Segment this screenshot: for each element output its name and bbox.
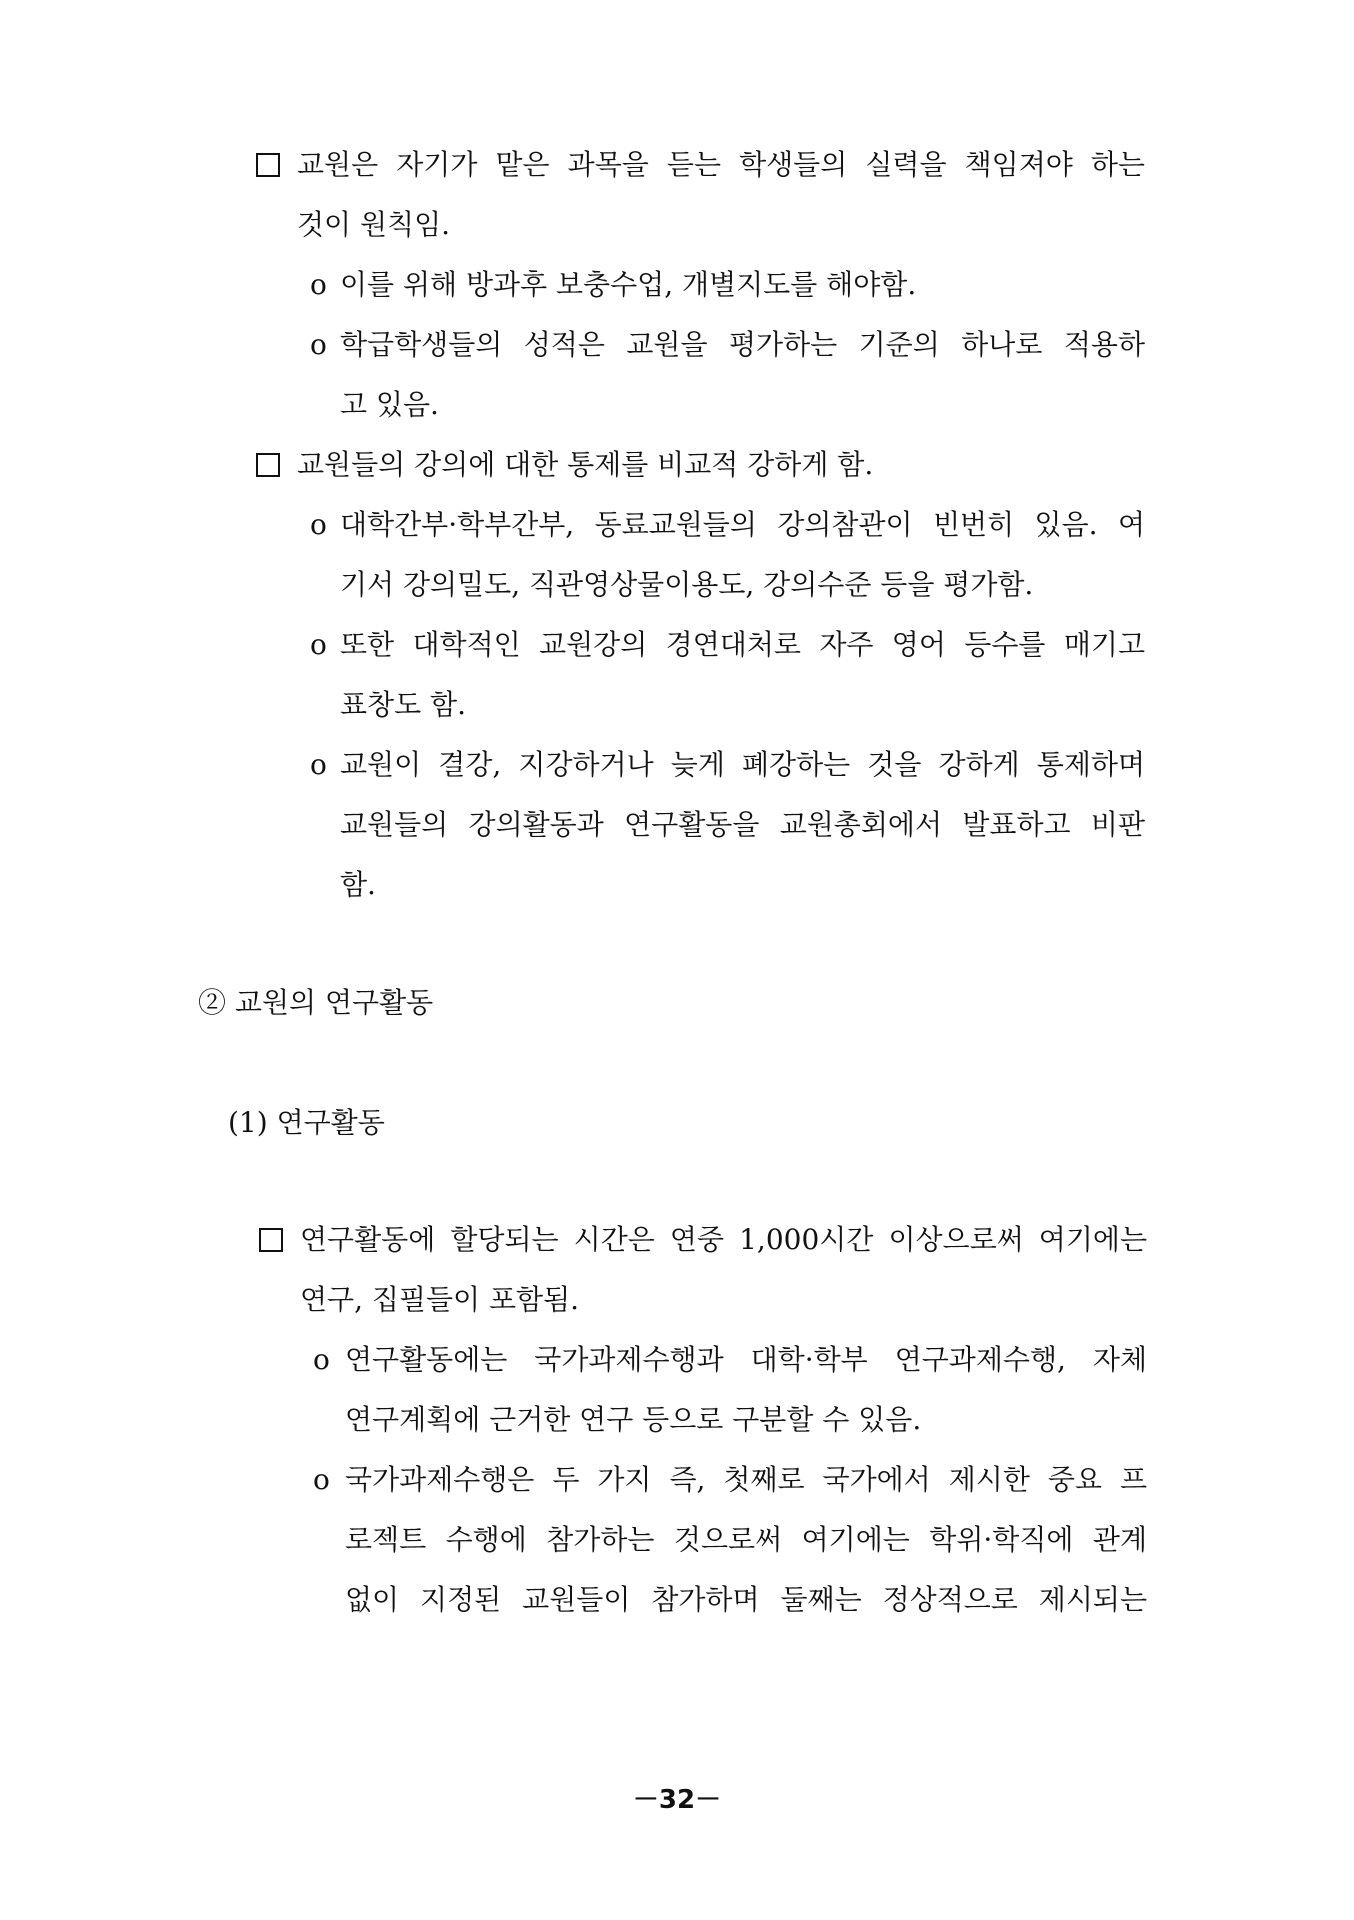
bullet-line: 국가과제수행은 두 가지 즉, 첫째로 국가에서 제시한 중요 프 [345, 1463, 1147, 1496]
checkbox-square-icon [259, 1228, 283, 1252]
bullet-line: 함. [340, 868, 376, 901]
bullet-line: 기서 강의밀도, 직관영상물이용도, 강의수준 등을 평가함. [340, 568, 1034, 601]
bullet-line: 없이 지정된 교원들이 참가하며 둘째는 정상적으로 제시되는 [345, 1583, 1147, 1616]
paragraph-line: 교원은 자기가 맡은 과목을 듣는 학생들의 실력을 책임져야 하는 [297, 148, 1145, 181]
bullet-line: 교원이 결강, 지강하거나 늦게 폐강하는 것을 강하게 통제하며 [340, 748, 1145, 781]
paragraph-line: 교원들의 강의에 대한 통제를 비교적 강하게 함. [297, 448, 874, 481]
bullet-line: 로젝트 수행에 참가하는 것으로써 여기에는 학위·학직에 관계 [345, 1523, 1147, 1556]
subsection-heading: (1) 연구활동 [228, 1106, 385, 1139]
section-heading: ② 교원의 연구활동 [198, 986, 434, 1019]
bullet-marker: o [310, 748, 327, 781]
bullet-line: 대학간부·학부간부, 동료교원들의 강의참관이 빈번히 있음. 여 [340, 508, 1145, 541]
bullet-line: 또한 대학적인 교원강의 경연대처로 자주 영어 등수를 매기고 [340, 628, 1145, 661]
paragraph-line: 연구, 집필들이 포함됨. [300, 1283, 580, 1316]
bullet-marker: o [310, 328, 327, 361]
bullet-marker: o [310, 508, 327, 541]
bullet-marker: o [310, 628, 327, 661]
paragraph-line: 연구활동에 할당되는 시간은 연중 1,000시간 이상으로써 여기에는 [300, 1223, 1147, 1256]
bullet-marker: o [310, 268, 327, 301]
paragraph-line: 것이 원칙임. [297, 208, 451, 241]
bullet-line: 고 있음. [340, 388, 439, 421]
bullet-marker: o [313, 1463, 330, 1496]
checkbox-square-icon [256, 453, 280, 477]
bullet-line: 연구활동에는 국가과제수행과 대학·학부 연구과제수행, 자체 [345, 1343, 1147, 1376]
bullet-line: 표창도 함. [340, 688, 466, 721]
bullet-marker: o [313, 1343, 330, 1376]
page-number: －32－ [632, 1785, 722, 1815]
bullet-line: 이를 위해 방과후 보충수업, 개별지도를 해야함. [340, 268, 917, 301]
bullet-line: 교원들의 강의활동과 연구활동을 교원총회에서 발표하고 비판 [340, 808, 1145, 841]
bullet-line: 학급학생들의 성적은 교원을 평가하는 기준의 하나로 적용하 [340, 328, 1145, 361]
bullet-line: 연구계획에 근거한 연구 등으로 구분할 수 있음. [345, 1403, 922, 1436]
checkbox-square-icon [256, 153, 280, 177]
